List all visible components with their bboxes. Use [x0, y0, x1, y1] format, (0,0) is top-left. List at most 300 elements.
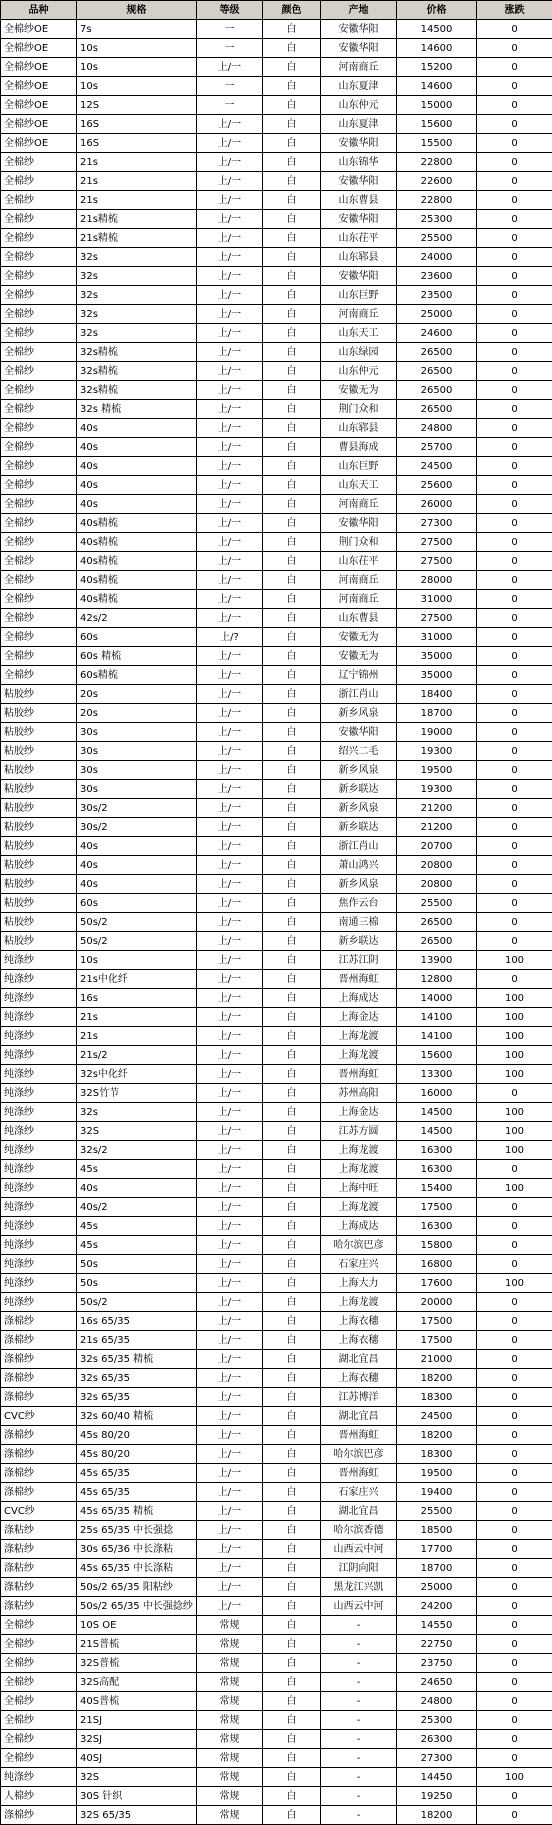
- cell-grade: 上/一: [197, 419, 263, 438]
- cell-grade: 上/一: [197, 894, 263, 913]
- cell-variety: 纯涤纱: [1, 1160, 77, 1179]
- cell-grade: 上/一: [197, 742, 263, 761]
- cell-color: 白: [263, 799, 321, 818]
- cell-origin: 河南商丘: [321, 495, 397, 514]
- cell-change: 0: [477, 552, 552, 571]
- cell-spec: 50s/2: [77, 913, 197, 932]
- cell-color: 白: [263, 666, 321, 685]
- cell-variety: 全棉纱OE: [1, 77, 77, 96]
- cell-origin: 荆门众和: [321, 400, 397, 419]
- cell-change: 0: [477, 571, 552, 590]
- cell-price: 18200: [397, 1369, 477, 1388]
- cell-change: 0: [477, 1084, 552, 1103]
- cell-spec: 21s: [77, 172, 197, 191]
- cell-variety: 涤棉纱: [1, 1388, 77, 1407]
- cell-variety: 人棉纱: [1, 1787, 77, 1806]
- cell-variety: 粘胶纱: [1, 837, 77, 856]
- table-row: [1, 1331, 552, 1350]
- cell-origin: 绍兴二毛: [321, 742, 397, 761]
- cell-grade: 上/一: [197, 1179, 263, 1198]
- cell-spec: 32s精梳: [77, 362, 197, 381]
- cell-change: 0: [477, 20, 552, 39]
- cell-grade: 上/一: [197, 1122, 263, 1141]
- cell-grade: 上/一: [197, 210, 263, 229]
- cell-grade: 上/一: [197, 932, 263, 951]
- cell-color: 白: [263, 609, 321, 628]
- cell-change: 0: [477, 1654, 552, 1673]
- cell-change: 0: [477, 58, 552, 77]
- cell-price: 26500: [397, 381, 477, 400]
- cell-variety: 全棉纱: [1, 400, 77, 419]
- cell-variety: 纯涤纱: [1, 1217, 77, 1236]
- cell-change: 0: [477, 115, 552, 134]
- cell-variety: 全棉纱OE: [1, 115, 77, 134]
- cell-color: 白: [263, 514, 321, 533]
- cell-origin: 安徽华阳: [321, 723, 397, 742]
- cell-price: 25500: [397, 229, 477, 248]
- cell-price: 16000: [397, 1084, 477, 1103]
- cell-price: 16300: [397, 1217, 477, 1236]
- table-row: [1, 533, 552, 552]
- cell-origin: 新乡风泉: [321, 704, 397, 723]
- cell-spec: 50s: [77, 1274, 197, 1293]
- table-row: [1, 1426, 552, 1445]
- cell-spec: 42s/2: [77, 609, 197, 628]
- cell-grade: 上/一: [197, 229, 263, 248]
- cell-variety: 涤棉纱: [1, 1806, 77, 1825]
- cell-grade: 上/一: [197, 286, 263, 305]
- cell-price: 26500: [397, 932, 477, 951]
- cell-color: 白: [263, 1483, 321, 1502]
- cell-spec: 40s: [77, 837, 197, 856]
- cell-price: 21000: [397, 1350, 477, 1369]
- cell-color: 白: [263, 1369, 321, 1388]
- cell-origin: 石家庄兴: [321, 1483, 397, 1502]
- cell-change: 100: [477, 1065, 552, 1084]
- table-row: [1, 1388, 552, 1407]
- cell-origin: 安徽华阳: [321, 514, 397, 533]
- cell-color: 白: [263, 1730, 321, 1749]
- cell-price: 17600: [397, 1274, 477, 1293]
- cell-price: 23600: [397, 267, 477, 286]
- cell-variety: 粘胶纱: [1, 913, 77, 932]
- cell-grade: 上/一: [197, 1388, 263, 1407]
- cell-grade: 上/一: [197, 1046, 263, 1065]
- cell-change: 0: [477, 780, 552, 799]
- cell-color: 白: [263, 1768, 321, 1787]
- cell-change: 0: [477, 286, 552, 305]
- cell-origin: -: [321, 1654, 397, 1673]
- cell-price: 24500: [397, 457, 477, 476]
- cell-change: 0: [477, 1369, 552, 1388]
- cell-spec: 30S 针织: [77, 1787, 197, 1806]
- cell-change: 0: [477, 419, 552, 438]
- header-spec: 规格: [77, 1, 197, 20]
- cell-grade: 上/一: [197, 476, 263, 495]
- cell-origin: 上海成达: [321, 989, 397, 1008]
- cell-spec: 32S竹节: [77, 1084, 197, 1103]
- cell-price: 14500: [397, 1122, 477, 1141]
- cell-grade: 上/一: [197, 1502, 263, 1521]
- cell-price: 26500: [397, 400, 477, 419]
- cell-origin: 山东锦华: [321, 153, 397, 172]
- cell-color: 白: [263, 761, 321, 780]
- cell-change: 0: [477, 248, 552, 267]
- cell-spec: 21s精梳: [77, 229, 197, 248]
- cell-variety: 全棉纱: [1, 248, 77, 267]
- cell-grade: 上/一: [197, 989, 263, 1008]
- cell-price: 16800: [397, 1255, 477, 1274]
- cell-spec: 40s: [77, 495, 197, 514]
- cell-spec: 40s: [77, 875, 197, 894]
- cell-origin: 哈尔滨巴彦: [321, 1445, 397, 1464]
- cell-grade: 上/一: [197, 457, 263, 476]
- table-row: [1, 1293, 552, 1312]
- cell-change: 0: [477, 723, 552, 742]
- cell-price: 26500: [397, 362, 477, 381]
- cell-grade: 上/一: [197, 305, 263, 324]
- cell-color: 白: [263, 115, 321, 134]
- cell-variety: 涤粘纱: [1, 1597, 77, 1616]
- table-row: [1, 780, 552, 799]
- cell-origin: 安徽华阳: [321, 210, 397, 229]
- table-row: [1, 1654, 552, 1673]
- cell-grade: 上/一: [197, 1027, 263, 1046]
- header-row: [1, 1, 552, 20]
- cell-price: 27500: [397, 609, 477, 628]
- cell-grade: 上/一: [197, 153, 263, 172]
- cell-change: 0: [477, 1540, 552, 1559]
- cell-variety: 全棉纱OE: [1, 39, 77, 58]
- cell-change: 0: [477, 590, 552, 609]
- cell-color: 白: [263, 362, 321, 381]
- cell-change: 0: [477, 1692, 552, 1711]
- cell-change: 0: [477, 476, 552, 495]
- table-row: [1, 1274, 552, 1293]
- cell-variety: 全棉纱: [1, 438, 77, 457]
- cell-grade: 一: [197, 20, 263, 39]
- cell-origin: 哈尔滨香德: [321, 1521, 397, 1540]
- cell-color: 白: [263, 1141, 321, 1160]
- cell-variety: 纯涤纱: [1, 1255, 77, 1274]
- cell-origin: 山东茌平: [321, 229, 397, 248]
- table-row: [1, 913, 552, 932]
- cell-variety: 全棉纱: [1, 305, 77, 324]
- cell-change: 0: [477, 267, 552, 286]
- cell-price: 25300: [397, 1711, 477, 1730]
- cell-variety: 粘胶纱: [1, 818, 77, 837]
- cell-spec: 50s/2: [77, 1293, 197, 1312]
- cell-color: 白: [263, 1711, 321, 1730]
- table-row: [1, 1616, 552, 1635]
- cell-grade: 上/一: [197, 1369, 263, 1388]
- cell-spec: 32S 65/35: [77, 1806, 197, 1825]
- cell-change: 0: [477, 1711, 552, 1730]
- cell-change: 0: [477, 343, 552, 362]
- cell-change: 100: [477, 1179, 552, 1198]
- table-row: [1, 1673, 552, 1692]
- cell-price: 18500: [397, 1521, 477, 1540]
- cell-price: 25500: [397, 894, 477, 913]
- cell-color: 白: [263, 134, 321, 153]
- cell-variety: 纯涤纱: [1, 989, 77, 1008]
- cell-change: 0: [477, 1198, 552, 1217]
- table-row: [1, 1521, 552, 1540]
- cell-color: 白: [263, 77, 321, 96]
- table-row: [1, 1483, 552, 1502]
- cell-origin: 安徽无为: [321, 381, 397, 400]
- cell-spec: 21s: [77, 1027, 197, 1046]
- cell-variety: 全棉纱: [1, 1749, 77, 1768]
- cell-spec: 30s 65/36 中长涤粘: [77, 1540, 197, 1559]
- cell-grade: 上/一: [197, 267, 263, 286]
- table-row: [1, 970, 552, 989]
- cell-grade: 常规: [197, 1692, 263, 1711]
- cell-variety: 粘胶纱: [1, 685, 77, 704]
- cell-grade: 上/一: [197, 1445, 263, 1464]
- cell-variety: 全棉纱: [1, 647, 77, 666]
- cell-change: 0: [477, 1331, 552, 1350]
- cell-spec: 30s: [77, 723, 197, 742]
- cell-grade: 上/一: [197, 1407, 263, 1426]
- cell-origin: 山东郓县: [321, 248, 397, 267]
- cell-change: 0: [477, 837, 552, 856]
- cell-origin: 上海龙渡: [321, 1293, 397, 1312]
- table-row: [1, 1806, 552, 1825]
- header-color: 颜色: [263, 1, 321, 20]
- cell-origin: 山东郓县: [321, 419, 397, 438]
- cell-spec: 45s 65/35: [77, 1464, 197, 1483]
- cell-color: 白: [263, 1578, 321, 1597]
- cell-price: 14000: [397, 989, 477, 1008]
- table-row: [1, 723, 552, 742]
- table-row: [1, 552, 552, 571]
- cell-spec: 50s/2: [77, 932, 197, 951]
- cell-price: 22800: [397, 191, 477, 210]
- cell-change: 0: [477, 1673, 552, 1692]
- cell-origin: 山东夏津: [321, 115, 397, 134]
- cell-color: 白: [263, 58, 321, 77]
- cell-price: 18400: [397, 685, 477, 704]
- cell-origin: 河南商丘: [321, 58, 397, 77]
- cell-color: 白: [263, 1426, 321, 1445]
- cell-origin: 湖北宜昌: [321, 1502, 397, 1521]
- cell-color: 白: [263, 723, 321, 742]
- cell-change: 0: [477, 457, 552, 476]
- header-grade: 等级: [197, 1, 263, 20]
- cell-spec: 50s/2 65/35 中长强捻纱: [77, 1597, 197, 1616]
- cell-variety: 涤粘纱: [1, 1540, 77, 1559]
- table-row: [1, 39, 552, 58]
- cell-variety: 涤棉纱: [1, 1445, 77, 1464]
- cell-grade: 上/一: [197, 1426, 263, 1445]
- cell-change: 0: [477, 894, 552, 913]
- cell-price: 25300: [397, 210, 477, 229]
- cell-grade: 上/一: [197, 1312, 263, 1331]
- header-price: 价格: [397, 1, 477, 20]
- cell-price: 24000: [397, 248, 477, 267]
- cell-variety: 粘胶纱: [1, 799, 77, 818]
- cell-change: 0: [477, 1426, 552, 1445]
- table-row: [1, 799, 552, 818]
- cell-grade: 上/一: [197, 856, 263, 875]
- cell-variety: 全棉纱OE: [1, 20, 77, 39]
- table-row: [1, 894, 552, 913]
- cell-grade: 上/一: [197, 837, 263, 856]
- table-row: [1, 1749, 552, 1768]
- cell-origin: -: [321, 1768, 397, 1787]
- cell-color: 白: [263, 1046, 321, 1065]
- cell-color: 白: [263, 229, 321, 248]
- cell-origin: 湖北宜昌: [321, 1350, 397, 1369]
- cell-price: 19000: [397, 723, 477, 742]
- cell-color: 白: [263, 1065, 321, 1084]
- cell-change: 0: [477, 1236, 552, 1255]
- cell-price: 18200: [397, 1806, 477, 1825]
- cell-spec: 45s 65/35 中长涤粘: [77, 1559, 197, 1578]
- cell-color: 白: [263, 172, 321, 191]
- cell-origin: 上海龙渡: [321, 1198, 397, 1217]
- cell-change: 0: [477, 1255, 552, 1274]
- header-origin: 产地: [321, 1, 397, 20]
- cell-spec: 40s: [77, 457, 197, 476]
- cell-grade: 常规: [197, 1711, 263, 1730]
- cell-variety: 涤棉纱: [1, 1464, 77, 1483]
- cell-origin: 上海龙渡: [321, 1141, 397, 1160]
- cell-spec: 40SJ: [77, 1749, 197, 1768]
- cell-change: 0: [477, 172, 552, 191]
- cell-grade: 上/一: [197, 514, 263, 533]
- cell-grade: 上/一: [197, 666, 263, 685]
- table-row: [1, 761, 552, 780]
- cell-spec: 30s/2: [77, 818, 197, 837]
- cell-price: 24500: [397, 1407, 477, 1426]
- cell-color: 白: [263, 742, 321, 761]
- table-row: [1, 1635, 552, 1654]
- cell-spec: 40s精梳: [77, 590, 197, 609]
- cell-change: 0: [477, 1160, 552, 1179]
- cell-price: 28000: [397, 571, 477, 590]
- cell-color: 白: [263, 989, 321, 1008]
- table-row: [1, 1597, 552, 1616]
- cell-spec: 7s: [77, 20, 197, 39]
- header-variety: 品种: [1, 1, 77, 20]
- cell-color: 白: [263, 267, 321, 286]
- cell-color: 白: [263, 419, 321, 438]
- table-row: [1, 1559, 552, 1578]
- table-row: [1, 362, 552, 381]
- cell-change: 0: [477, 305, 552, 324]
- cell-price: 19500: [397, 1464, 477, 1483]
- cell-variety: 粘胶纱: [1, 761, 77, 780]
- cell-variety: 全棉纱: [1, 419, 77, 438]
- cell-change: 0: [477, 1502, 552, 1521]
- cell-price: 24200: [397, 1597, 477, 1616]
- cell-grade: 上/一: [197, 647, 263, 666]
- cell-variety: 全棉纱: [1, 476, 77, 495]
- cell-price: 14500: [397, 1103, 477, 1122]
- cell-origin: 安徽无为: [321, 647, 397, 666]
- cell-color: 白: [263, 685, 321, 704]
- cell-color: 白: [263, 1084, 321, 1103]
- cell-grade: 常规: [197, 1768, 263, 1787]
- cell-grade: 上/一: [197, 438, 263, 457]
- cell-spec: 20s: [77, 704, 197, 723]
- cell-change: 0: [477, 1521, 552, 1540]
- cell-spec: 30s: [77, 780, 197, 799]
- cell-color: 白: [263, 343, 321, 362]
- header-change: 涨跌: [477, 1, 552, 20]
- table-row: [1, 514, 552, 533]
- cell-change: 0: [477, 1407, 552, 1426]
- cell-color: 白: [263, 305, 321, 324]
- table-row: [1, 381, 552, 400]
- cell-spec: 40s: [77, 1179, 197, 1198]
- cell-spec: 60s精梳: [77, 666, 197, 685]
- cell-variety: 粘胶纱: [1, 894, 77, 913]
- cell-color: 白: [263, 1787, 321, 1806]
- cell-change: 0: [477, 381, 552, 400]
- cell-variety: 全棉纱: [1, 324, 77, 343]
- cell-variety: 全棉纱: [1, 381, 77, 400]
- cell-spec: 40s: [77, 438, 197, 457]
- cell-color: 白: [263, 39, 321, 58]
- cell-price: 14100: [397, 1027, 477, 1046]
- cell-origin: -: [321, 1616, 397, 1635]
- cell-variety: 纯涤纱: [1, 1027, 77, 1046]
- table-row: [1, 685, 552, 704]
- cell-origin: 安徽华阳: [321, 172, 397, 191]
- cell-change: 100: [477, 989, 552, 1008]
- cell-grade: 上/一: [197, 1217, 263, 1236]
- cell-spec: 45s 65/35: [77, 1483, 197, 1502]
- cell-origin: 山东巨野: [321, 286, 397, 305]
- cell-spec: 32s: [77, 324, 197, 343]
- table-row: [1, 1255, 552, 1274]
- cell-change: 0: [477, 191, 552, 210]
- cell-spec: 50s: [77, 1255, 197, 1274]
- cell-change: 0: [477, 1293, 552, 1312]
- cell-variety: 全棉纱: [1, 1673, 77, 1692]
- cell-change: 100: [477, 1027, 552, 1046]
- cell-origin: 晋州海虹: [321, 1464, 397, 1483]
- cell-spec: 32s/2: [77, 1141, 197, 1160]
- cell-origin: 山东茌平: [321, 552, 397, 571]
- cell-variety: 全棉纱OE: [1, 134, 77, 153]
- table-row: [1, 932, 552, 951]
- cell-color: 白: [263, 970, 321, 989]
- cell-grade: 上/一: [197, 248, 263, 267]
- cell-change: 0: [477, 799, 552, 818]
- cell-change: 100: [477, 1008, 552, 1027]
- cell-grade: 上/一: [197, 571, 263, 590]
- cell-change: 0: [477, 1312, 552, 1331]
- cell-origin: 新乡联达: [321, 932, 397, 951]
- table-row: [1, 1236, 552, 1255]
- cell-grade: 常规: [197, 1616, 263, 1635]
- cell-grade: 上/一: [197, 1483, 263, 1502]
- table-row: [1, 1711, 552, 1730]
- cell-origin: 江苏方圆: [321, 1122, 397, 1141]
- cell-grade: 上/一: [197, 1274, 263, 1293]
- cell-variety: 涤棉纱: [1, 1369, 77, 1388]
- cell-grade: 上/一: [197, 1331, 263, 1350]
- cell-color: 白: [263, 286, 321, 305]
- table-row: [1, 742, 552, 761]
- table-row: [1, 1160, 552, 1179]
- cell-origin: 安徽华阳: [321, 20, 397, 39]
- cell-color: 白: [263, 1559, 321, 1578]
